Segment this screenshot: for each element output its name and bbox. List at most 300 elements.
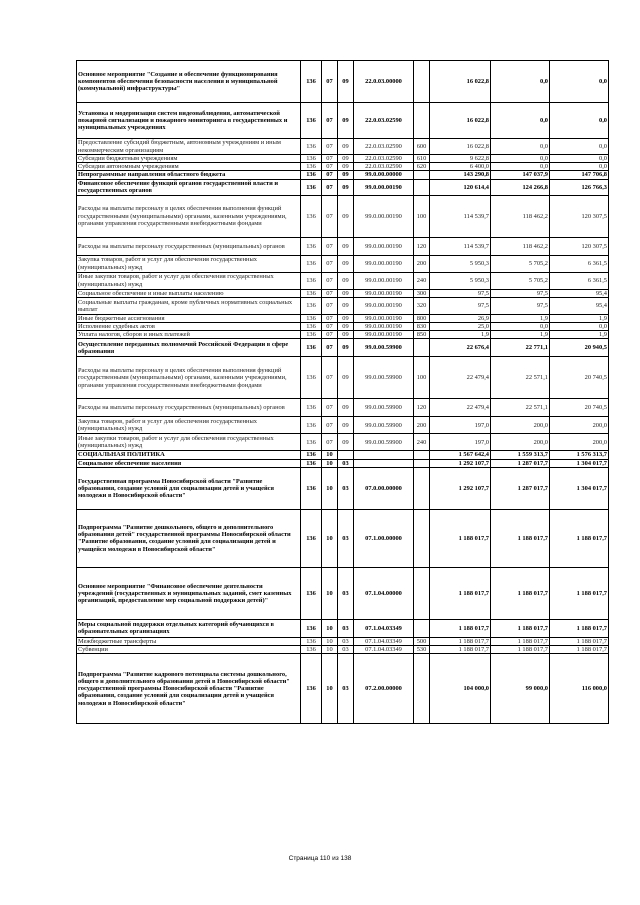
amount-year-1: 1 292 107,7 bbox=[430, 467, 491, 509]
amount-year-2: 0,0 bbox=[491, 323, 550, 331]
row-name: Осуществление переданных полномочий Российской Федерации в сфере образования bbox=[77, 339, 301, 357]
row-name: Подпрограмма "Развитие кадрового потенциала системы дошкольного, общего и дополнительного образования детей в Новосибирской области" государственной программы Новосибирской области "Развитие образования, создание условий для социализации детей и учащейся молодежи в Новосибирской области" bbox=[77, 654, 301, 724]
expense-type-code: 120 bbox=[414, 399, 430, 417]
row-name: Межбюджетные трансферты bbox=[77, 637, 301, 645]
target-article-code bbox=[354, 459, 414, 467]
amount-year-3: 1 188 017,7 bbox=[550, 509, 609, 567]
row-name: Расходы на выплаты персоналу государственных (муниципальных) органов bbox=[77, 237, 301, 255]
section-code: 10 bbox=[322, 654, 338, 724]
table-row bbox=[77, 314, 609, 322]
expense-type-code: 200 bbox=[414, 255, 430, 272]
section-code: 10 bbox=[322, 619, 338, 637]
table-row bbox=[77, 61, 609, 103]
grbs-code: 136 bbox=[301, 163, 322, 171]
amount-year-1: 1 567 642,4 bbox=[430, 451, 491, 459]
amount-year-3: 1 304 017,7 bbox=[550, 459, 609, 467]
table-row bbox=[77, 155, 609, 163]
section-code: 07 bbox=[322, 434, 338, 451]
amount-year-3: 1 188 017,7 bbox=[550, 637, 609, 645]
grbs-code: 136 bbox=[301, 103, 322, 139]
expense-type-code bbox=[414, 103, 430, 139]
amount-year-2: 118 462,2 bbox=[491, 237, 550, 255]
grbs-code: 136 bbox=[301, 357, 322, 399]
expense-type-code: 320 bbox=[414, 297, 430, 314]
grbs-code: 136 bbox=[301, 434, 322, 451]
amount-year-3: 200,0 bbox=[550, 417, 609, 434]
grbs-code: 136 bbox=[301, 255, 322, 272]
row-name: Меры социальной поддержки отдельных категорий обучающихся в образовательных организациях bbox=[77, 619, 301, 637]
target-article-code: 99.0.00.59900 bbox=[354, 417, 414, 434]
amount-year-2: 1 287 017,7 bbox=[491, 459, 550, 467]
amount-year-2: 147 037,9 bbox=[491, 171, 550, 179]
target-article-code: 99.0.00.00190 bbox=[354, 297, 414, 314]
amount-year-2: 22 571,1 bbox=[491, 399, 550, 417]
grbs-code: 136 bbox=[301, 314, 322, 322]
row-name: Иные закупки товаров, работ и услуг для обеспечения государственных (муниципальных) нужд bbox=[77, 272, 301, 289]
target-article-code: 07.1.00.00000 bbox=[354, 509, 414, 567]
table-row bbox=[77, 171, 609, 179]
amount-year-3: 0,0 bbox=[550, 139, 609, 155]
expense-type-code bbox=[414, 654, 430, 724]
table-row bbox=[77, 139, 609, 155]
grbs-code: 136 bbox=[301, 331, 322, 339]
subsection-code: 09 bbox=[338, 255, 354, 272]
section-code: 07 bbox=[322, 255, 338, 272]
amount-year-2: 1 188 017,7 bbox=[491, 509, 550, 567]
budget-table bbox=[76, 60, 609, 724]
amount-year-1: 22 479,4 bbox=[430, 357, 491, 399]
section-code: 07 bbox=[322, 323, 338, 331]
table-row bbox=[77, 163, 609, 171]
amount-year-2: 0,0 bbox=[491, 103, 550, 139]
table-row bbox=[77, 567, 609, 619]
table-row bbox=[77, 255, 609, 272]
subsection-code: 03 bbox=[338, 619, 354, 637]
amount-year-1: 1 188 017,7 bbox=[430, 619, 491, 637]
row-name: Непрограммные направления областного бюджета bbox=[77, 171, 301, 179]
section-code: 07 bbox=[322, 399, 338, 417]
grbs-code: 136 bbox=[301, 509, 322, 567]
expense-type-code: 100 bbox=[414, 357, 430, 399]
section-code: 07 bbox=[322, 139, 338, 155]
row-name: Субсидии автономным учреждениям bbox=[77, 163, 301, 171]
amount-year-2: 1 188 017,7 bbox=[491, 637, 550, 645]
row-name: Расходы на выплаты персоналу государственных (муниципальных) органов bbox=[77, 399, 301, 417]
grbs-code: 136 bbox=[301, 139, 322, 155]
expense-type-code bbox=[414, 567, 430, 619]
expense-type-code bbox=[414, 171, 430, 179]
expense-type-code bbox=[414, 451, 430, 459]
row-name: Установка и модернизация систем видеонаблюдения, автоматической пожарной сигнализации и пожарного мониторинга в государственных и муниципальных учреждениях bbox=[77, 103, 301, 139]
amount-year-3: 1 188 017,7 bbox=[550, 646, 609, 654]
table-row bbox=[77, 509, 609, 567]
row-name: Субвенции bbox=[77, 646, 301, 654]
row-name: Основное мероприятие "Создание и обеспечение функционирования компонентов обеспечения безопасности населения и муниципальной (коммунальной) инфраструктуры" bbox=[77, 61, 301, 103]
expense-type-code bbox=[414, 619, 430, 637]
amount-year-2: 1,9 bbox=[491, 331, 550, 339]
subsection-code: 09 bbox=[338, 289, 354, 297]
amount-year-1: 1 188 017,7 bbox=[430, 567, 491, 619]
amount-year-2: 5 705,2 bbox=[491, 255, 550, 272]
grbs-code: 136 bbox=[301, 171, 322, 179]
amount-year-2: 124 266,8 bbox=[491, 179, 550, 195]
target-article-code: 22.0.03.02590 bbox=[354, 155, 414, 163]
subsection-code: 09 bbox=[338, 139, 354, 155]
section-code: 10 bbox=[322, 646, 338, 654]
grbs-code: 136 bbox=[301, 451, 322, 459]
expense-type-code bbox=[414, 61, 430, 103]
table-row bbox=[77, 237, 609, 255]
amount-year-2: 0,0 bbox=[491, 155, 550, 163]
table-row bbox=[77, 451, 609, 459]
amount-year-1: 5 950,3 bbox=[430, 272, 491, 289]
grbs-code: 136 bbox=[301, 339, 322, 357]
target-article-code: 99.0.00.59900 bbox=[354, 339, 414, 357]
target-article-code: 22.0.03.02590 bbox=[354, 103, 414, 139]
expense-type-code: 830 bbox=[414, 323, 430, 331]
amount-year-1: 25,0 bbox=[430, 323, 491, 331]
table-row bbox=[77, 417, 609, 434]
grbs-code: 136 bbox=[301, 155, 322, 163]
target-article-code: 22.0.03.02590 bbox=[354, 163, 414, 171]
row-name: Финансовое обеспечение функций органов государственной власти и государственных органов bbox=[77, 179, 301, 195]
grbs-code: 136 bbox=[301, 179, 322, 195]
expense-type-code bbox=[414, 459, 430, 467]
target-article-code: 99.0.00.00190 bbox=[354, 331, 414, 339]
amount-year-3: 1 188 017,7 bbox=[550, 567, 609, 619]
grbs-code: 136 bbox=[301, 654, 322, 724]
target-article-code: 07.1.04.03349 bbox=[354, 637, 414, 645]
amount-year-3: 0,0 bbox=[550, 61, 609, 103]
grbs-code: 136 bbox=[301, 237, 322, 255]
expense-type-code: 600 bbox=[414, 139, 430, 155]
grbs-code: 136 bbox=[301, 289, 322, 297]
target-article-code: 07.0.00.00000 bbox=[354, 467, 414, 509]
amount-year-3: 0,0 bbox=[550, 155, 609, 163]
target-article-code: 22.0.03.02590 bbox=[354, 139, 414, 155]
section-code: 07 bbox=[322, 339, 338, 357]
grbs-code: 136 bbox=[301, 459, 322, 467]
table-row bbox=[77, 331, 609, 339]
budget-table-container bbox=[76, 60, 608, 724]
subsection-code: 03 bbox=[338, 646, 354, 654]
amount-year-3: 116 000,0 bbox=[550, 654, 609, 724]
expense-type-code: 530 bbox=[414, 646, 430, 654]
subsection-code: 09 bbox=[338, 103, 354, 139]
amount-year-3: 95,4 bbox=[550, 289, 609, 297]
amount-year-1: 1 188 017,7 bbox=[430, 646, 491, 654]
subsection-code: 09 bbox=[338, 314, 354, 322]
amount-year-2: 200,0 bbox=[491, 434, 550, 451]
table-row bbox=[77, 297, 609, 314]
section-code: 07 bbox=[322, 195, 338, 237]
amount-year-3: 120 307,5 bbox=[550, 237, 609, 255]
row-name: Иные закупки товаров, работ и услуг для обеспечения государственных (муниципальных) нужд bbox=[77, 434, 301, 451]
grbs-code: 136 bbox=[301, 61, 322, 103]
target-article-code: 07.2.00.00000 bbox=[354, 654, 414, 724]
amount-year-1: 1 188 017,7 bbox=[430, 637, 491, 645]
amount-year-1: 1,9 bbox=[430, 331, 491, 339]
section-code: 07 bbox=[322, 297, 338, 314]
amount-year-2: 22 571,1 bbox=[491, 357, 550, 399]
expense-type-code: 800 bbox=[414, 314, 430, 322]
amount-year-1: 16 022,8 bbox=[430, 61, 491, 103]
target-article-code bbox=[354, 451, 414, 459]
amount-year-1: 1 188 017,7 bbox=[430, 509, 491, 567]
amount-year-1: 5 950,3 bbox=[430, 255, 491, 272]
grbs-code: 136 bbox=[301, 467, 322, 509]
section-code: 07 bbox=[322, 289, 338, 297]
row-name: Иные бюджетные ассигнования bbox=[77, 314, 301, 322]
expense-type-code bbox=[414, 509, 430, 567]
table-row bbox=[77, 103, 609, 139]
subsection-code: 09 bbox=[338, 155, 354, 163]
grbs-code: 136 bbox=[301, 195, 322, 237]
grbs-code: 136 bbox=[301, 646, 322, 654]
section-code: 07 bbox=[322, 179, 338, 195]
section-code: 10 bbox=[322, 451, 338, 459]
expense-type-code bbox=[414, 179, 430, 195]
amount-year-3: 20 940,5 bbox=[550, 339, 609, 357]
section-code: 07 bbox=[322, 163, 338, 171]
amount-year-1: 16 022,8 bbox=[430, 103, 491, 139]
table-row bbox=[77, 637, 609, 645]
expense-type-code: 620 bbox=[414, 163, 430, 171]
target-article-code: 99.0.00.00190 bbox=[354, 179, 414, 195]
amount-year-2: 0,0 bbox=[491, 163, 550, 171]
target-article-code: 99.0.00.00190 bbox=[354, 237, 414, 255]
target-article-code: 99.0.00.00190 bbox=[354, 195, 414, 237]
expense-type-code: 500 bbox=[414, 637, 430, 645]
amount-year-1: 197,0 bbox=[430, 434, 491, 451]
grbs-code: 136 bbox=[301, 297, 322, 314]
amount-year-3: 120 307,5 bbox=[550, 195, 609, 237]
section-code: 07 bbox=[322, 237, 338, 255]
amount-year-3: 0,0 bbox=[550, 103, 609, 139]
row-name: Социальное обеспечение и иные выплаты населению bbox=[77, 289, 301, 297]
amount-year-2: 118 462,2 bbox=[491, 195, 550, 237]
amount-year-1: 1 292 107,7 bbox=[430, 459, 491, 467]
target-article-code: 99.0.00.59900 bbox=[354, 434, 414, 451]
amount-year-2: 1 559 313,7 bbox=[491, 451, 550, 459]
amount-year-1: 9 622,8 bbox=[430, 155, 491, 163]
target-article-code: 99.0.00.00190 bbox=[354, 289, 414, 297]
amount-year-2: 1 287 017,7 bbox=[491, 467, 550, 509]
grbs-code: 136 bbox=[301, 567, 322, 619]
subsection-code: 03 bbox=[338, 509, 354, 567]
table-row bbox=[77, 646, 609, 654]
table-row bbox=[77, 339, 609, 357]
section-code: 07 bbox=[322, 357, 338, 399]
table-row bbox=[77, 619, 609, 637]
table-row bbox=[77, 272, 609, 289]
amount-year-3: 1,9 bbox=[550, 331, 609, 339]
amount-year-3: 6 361,5 bbox=[550, 255, 609, 272]
subsection-code: 09 bbox=[338, 357, 354, 399]
table-row bbox=[77, 467, 609, 509]
target-article-code: 07.1.04.03349 bbox=[354, 619, 414, 637]
expense-type-code: 240 bbox=[414, 272, 430, 289]
section-code: 07 bbox=[322, 314, 338, 322]
subsection-code: 03 bbox=[338, 567, 354, 619]
subsection-code: 03 bbox=[338, 467, 354, 509]
row-name: Государственная программа Новосибирской области "Развитие образования, создание условий для социализации детей и учащейся молодежи в Новосибирской области" bbox=[77, 467, 301, 509]
row-name: СОЦИАЛЬНАЯ ПОЛИТИКА bbox=[77, 451, 301, 459]
expense-type-code: 100 bbox=[414, 195, 430, 237]
amount-year-1: 143 290,8 bbox=[430, 171, 491, 179]
grbs-code: 136 bbox=[301, 272, 322, 289]
grbs-code: 136 bbox=[301, 399, 322, 417]
amount-year-1: 6 400,0 bbox=[430, 163, 491, 171]
table-row bbox=[77, 323, 609, 331]
expense-type-code: 850 bbox=[414, 331, 430, 339]
table-row bbox=[77, 654, 609, 724]
amount-year-1: 16 022,8 bbox=[430, 139, 491, 155]
subsection-code: 09 bbox=[338, 339, 354, 357]
amount-year-1: 22 479,4 bbox=[430, 399, 491, 417]
section-code: 07 bbox=[322, 331, 338, 339]
table-row bbox=[77, 289, 609, 297]
section-code: 10 bbox=[322, 467, 338, 509]
target-article-code: 99.0.00.00190 bbox=[354, 323, 414, 331]
amount-year-2: 1 188 017,7 bbox=[491, 646, 550, 654]
amount-year-3: 200,0 bbox=[550, 434, 609, 451]
amount-year-3: 6 361,5 bbox=[550, 272, 609, 289]
amount-year-2: 22 771,1 bbox=[491, 339, 550, 357]
amount-year-2: 0,0 bbox=[491, 139, 550, 155]
section-code: 10 bbox=[322, 509, 338, 567]
table-row bbox=[77, 195, 609, 237]
target-article-code: 07.1.04.03349 bbox=[354, 646, 414, 654]
expense-type-code: 300 bbox=[414, 289, 430, 297]
target-article-code: 99.0.00.00190 bbox=[354, 314, 414, 322]
row-name: Подпрограмма "Развитие дошкольного, общего и дополнительного образования детей" государственной программы Новосибирской области "Развитие образования, создание условий для социализации детей и учащейся молодежи в Новосибирской области" bbox=[77, 509, 301, 567]
subsection-code: 09 bbox=[338, 399, 354, 417]
amount-year-3: 1,9 bbox=[550, 314, 609, 322]
grbs-code: 136 bbox=[301, 619, 322, 637]
row-name: Социальное обеспечение населения bbox=[77, 459, 301, 467]
amount-year-3: 0,0 bbox=[550, 163, 609, 171]
table-row bbox=[77, 459, 609, 467]
subsection-code: 09 bbox=[338, 331, 354, 339]
target-article-code: 99.0.00.59900 bbox=[354, 399, 414, 417]
amount-year-3: 20 740,5 bbox=[550, 399, 609, 417]
row-name: Основное мероприятие "Финансовое обеспечение деятельности учреждений (государственных и муниципальных заданий, смет казенных организаций, предоставление мер социальной поддержки детей)" bbox=[77, 567, 301, 619]
amount-year-1: 97,5 bbox=[430, 297, 491, 314]
subsection-code: 09 bbox=[338, 163, 354, 171]
amount-year-1: 114 539,7 bbox=[430, 237, 491, 255]
subsection-code: 03 bbox=[338, 637, 354, 645]
section-code: 10 bbox=[322, 637, 338, 645]
subsection-code: 03 bbox=[338, 654, 354, 724]
row-name: Закупка товаров, работ и услуг для обеспечения государственных (муниципальных) нужд bbox=[77, 255, 301, 272]
section-code: 07 bbox=[322, 155, 338, 163]
row-name: Расходы на выплаты персоналу в целях обеспечения выполнения функций государственными (муниципальными) органами, казенными учреждениями, органами управления государственными внебюджетными фондами bbox=[77, 357, 301, 399]
amount-year-2: 1 188 017,7 bbox=[491, 619, 550, 637]
section-code: 07 bbox=[322, 417, 338, 434]
subsection-code: 09 bbox=[338, 179, 354, 195]
amount-year-3: 1 188 017,7 bbox=[550, 619, 609, 637]
grbs-code: 136 bbox=[301, 323, 322, 331]
amount-year-3: 1 576 313,7 bbox=[550, 451, 609, 459]
amount-year-3: 147 706,8 bbox=[550, 171, 609, 179]
amount-year-3: 20 740,5 bbox=[550, 357, 609, 399]
section-code: 07 bbox=[322, 272, 338, 289]
amount-year-3: 126 766,3 bbox=[550, 179, 609, 195]
target-article-code: 99.0.00.00000 bbox=[354, 171, 414, 179]
grbs-code: 136 bbox=[301, 417, 322, 434]
expense-type-code: 240 bbox=[414, 434, 430, 451]
amount-year-1: 26,9 bbox=[430, 314, 491, 322]
table-row bbox=[77, 179, 609, 195]
amount-year-2: 99 000,0 bbox=[491, 654, 550, 724]
amount-year-2: 97,5 bbox=[491, 289, 550, 297]
table-row bbox=[77, 399, 609, 417]
row-name: Субсидии бюджетным учреждениям bbox=[77, 155, 301, 163]
section-code: 07 bbox=[322, 61, 338, 103]
row-name: Закупка товаров, работ и услуг для обеспечения государственных (муниципальных) нужд bbox=[77, 417, 301, 434]
amount-year-1: 104 000,0 bbox=[430, 654, 491, 724]
row-name: Расходы на выплаты персоналу в целях обеспечения выполнения функций государственными (муниципальными) органами, казенными учреждениями, органами управления государственными внебюджетными фондами bbox=[77, 195, 301, 237]
amount-year-2: 1 188 017,7 bbox=[491, 567, 550, 619]
subsection-code: 09 bbox=[338, 417, 354, 434]
row-name: Уплата налогов, сборов и иных платежей bbox=[77, 331, 301, 339]
expense-type-code: 120 bbox=[414, 237, 430, 255]
amount-year-1: 22 676,4 bbox=[430, 339, 491, 357]
section-code: 10 bbox=[322, 567, 338, 619]
amount-year-1: 97,5 bbox=[430, 289, 491, 297]
subsection-code: 09 bbox=[338, 195, 354, 237]
target-article-code: 99.0.00.00190 bbox=[354, 272, 414, 289]
subsection-code: 09 bbox=[338, 61, 354, 103]
amount-year-3: 95,4 bbox=[550, 297, 609, 314]
amount-year-2: 200,0 bbox=[491, 417, 550, 434]
table-row bbox=[77, 434, 609, 451]
target-article-code: 99.0.00.00190 bbox=[354, 255, 414, 272]
expense-type-code: 610 bbox=[414, 155, 430, 163]
amount-year-2: 0,0 bbox=[491, 61, 550, 103]
amount-year-1: 120 614,4 bbox=[430, 179, 491, 195]
subsection-code: 09 bbox=[338, 237, 354, 255]
table-row bbox=[77, 357, 609, 399]
target-article-code: 22.0.03.00000 bbox=[354, 61, 414, 103]
subsection-code: 09 bbox=[338, 434, 354, 451]
subsection-code bbox=[338, 451, 354, 459]
target-article-code: 07.1.04.00000 bbox=[354, 567, 414, 619]
section-code: 07 bbox=[322, 171, 338, 179]
section-code: 07 bbox=[322, 103, 338, 139]
amount-year-3: 0,0 bbox=[550, 323, 609, 331]
amount-year-3: 1 304 017,7 bbox=[550, 467, 609, 509]
amount-year-2: 97,5 bbox=[491, 297, 550, 314]
subsection-code: 09 bbox=[338, 297, 354, 314]
amount-year-1: 197,0 bbox=[430, 417, 491, 434]
amount-year-2: 1,9 bbox=[491, 314, 550, 322]
expense-type-code: 200 bbox=[414, 417, 430, 434]
target-article-code: 99.0.00.59900 bbox=[354, 357, 414, 399]
section-code: 10 bbox=[322, 459, 338, 467]
subsection-code: 09 bbox=[338, 272, 354, 289]
row-name: Исполнение судебных актов bbox=[77, 323, 301, 331]
grbs-code: 136 bbox=[301, 637, 322, 645]
expense-type-code bbox=[414, 339, 430, 357]
page-footer: Страница 110 из 138 bbox=[288, 855, 352, 862]
subsection-code: 09 bbox=[338, 323, 354, 331]
expense-type-code bbox=[414, 467, 430, 509]
row-name: Социальные выплаты гражданам, кроме публичных нормативных социальных выплат bbox=[77, 297, 301, 314]
amount-year-2: 5 705,2 bbox=[491, 272, 550, 289]
subsection-code: 03 bbox=[338, 459, 354, 467]
